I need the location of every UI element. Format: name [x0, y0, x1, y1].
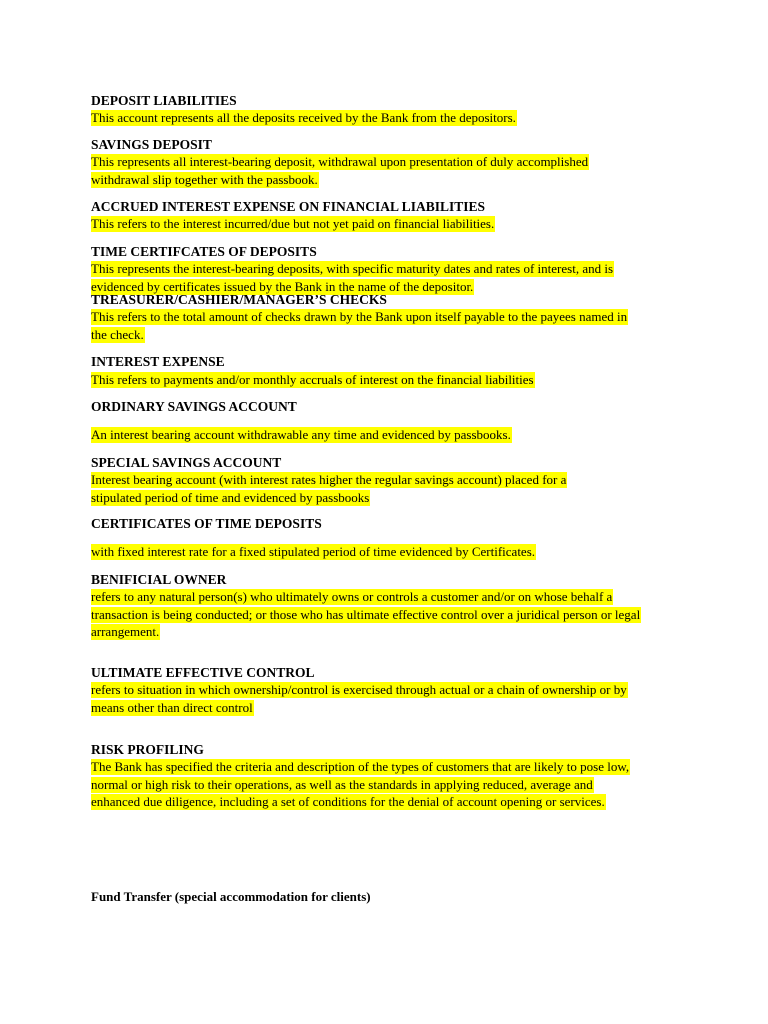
- highlighted-text: The Bank has specified the criteria and description of the types of customers that are likely to pose low,: [91, 759, 630, 774]
- section-heading-time-certificates: TIME CERTIFCATES OF DEPOSITS: [91, 244, 317, 259]
- section-body-beneficial-owner: [91, 588, 691, 641]
- highlighted-text: This represents the interest-bearing deposits, with specific maturity dates and rates of interest, and is: [91, 261, 614, 276]
- section-heading-ordinary-savings: ORDINARY SAVINGS ACCOUNT: [91, 399, 297, 414]
- section-heading-special-savings: SPECIAL SAVINGS ACCOUNT: [91, 455, 282, 470]
- section-heading-interest-expense: INTEREST EXPENSE: [91, 354, 225, 369]
- section-heading-ultimate-effective-control: ULTIMATE EFFECTIVE CONTROL: [91, 665, 315, 680]
- highlighted-text: An interest bearing account withdrawable any time and evidenced by passbooks.: [91, 427, 511, 442]
- section-heading-risk-profiling: RISK PROFILING: [91, 742, 204, 757]
- highlighted-text: means other than direct control: [91, 699, 253, 715]
- section-body-ordinary-savings: [91, 426, 691, 444]
- section-body-time-certificates: [91, 260, 691, 295]
- section-body-special-savings: [91, 471, 691, 506]
- highlighted-text: transaction is being conducted; or those who has ultimate effective control over a juridical person or legal: [91, 606, 641, 622]
- highlighted-text: This refers to the interest incurred/due but not yet paid on financial liabilities.: [91, 216, 495, 231]
- section-heading-accrued-interest-expense: ACCRUED INTEREST EXPENSE ON FINANCIAL LIABILITIES: [91, 199, 485, 214]
- highlighted-text: the check.: [91, 326, 144, 342]
- section-body-deposit-liabilities: [91, 109, 691, 127]
- section-body-interest-expense: [91, 371, 691, 389]
- highlighted-text: Interest bearing account (with interest rates higher the regular savings account) placed for a: [91, 472, 567, 487]
- highlighted-text: This refers to payments and/or monthly accruals of interest on the financial liabilities: [91, 372, 534, 387]
- highlighted-text: refers to situation in which ownership/control is exercised through actual or a chain of ownership or by: [91, 682, 627, 697]
- highlighted-text: normal or high risk to their operations, as well as the standards in applying reduced, average and: [91, 776, 593, 792]
- section-heading-beneficial-owner: BENIFICIAL OWNER: [91, 572, 227, 587]
- section-body-managers-checks: [91, 308, 691, 343]
- section-body-accrued-interest-expense: [91, 215, 691, 233]
- highlighted-text: stipulated period of time and evidenced by passbooks: [91, 489, 370, 505]
- section-heading-deposit-liabilities: DEPOSIT LIABILITIES: [91, 93, 237, 108]
- section-body-ultimate-effective-control: [91, 681, 691, 716]
- highlighted-text: with fixed interest rate for a fixed stipulated period of time evidenced by Certificates.: [91, 544, 536, 559]
- highlighted-text: evidenced by certificates issued by the Bank in the name of the depositor.: [91, 278, 474, 294]
- section-body-savings-deposit: [91, 153, 691, 188]
- section-body-certificates-time-deposits: [91, 543, 691, 561]
- section-heading-savings-deposit: SAVINGS DEPOSIT: [91, 137, 212, 152]
- highlighted-text: arrangement.: [91, 624, 160, 639]
- highlighted-text: This refers to the total amount of checks drawn by the Bank upon itself payable to the payees named in: [91, 309, 628, 324]
- fund-transfer-heading: Fund Transfer (special accommodation for clients): [91, 889, 371, 904]
- highlighted-text: refers to any natural person(s) who ultimately owns or controls a customer and/or on whose behalf a: [91, 589, 613, 604]
- section-heading-managers-checks: TREASURER/CASHIER/MANAGER’S CHECKS: [91, 292, 387, 307]
- highlighted-text: withdrawal slip together with the passbook.: [91, 171, 318, 187]
- section-heading-certificates-time-deposits: CERTIFICATES OF TIME DEPOSITS: [91, 516, 322, 531]
- highlighted-text: enhanced due diligence, including a set of conditions for the denial of account opening or services.: [91, 794, 605, 809]
- highlighted-text: This account represents all the deposits received by the Bank from the depositors.: [91, 110, 516, 125]
- section-body-risk-profiling: [91, 758, 691, 811]
- highlighted-text: This represents all interest-bearing deposit, withdrawal upon presentation of duly accomplished: [91, 154, 589, 169]
